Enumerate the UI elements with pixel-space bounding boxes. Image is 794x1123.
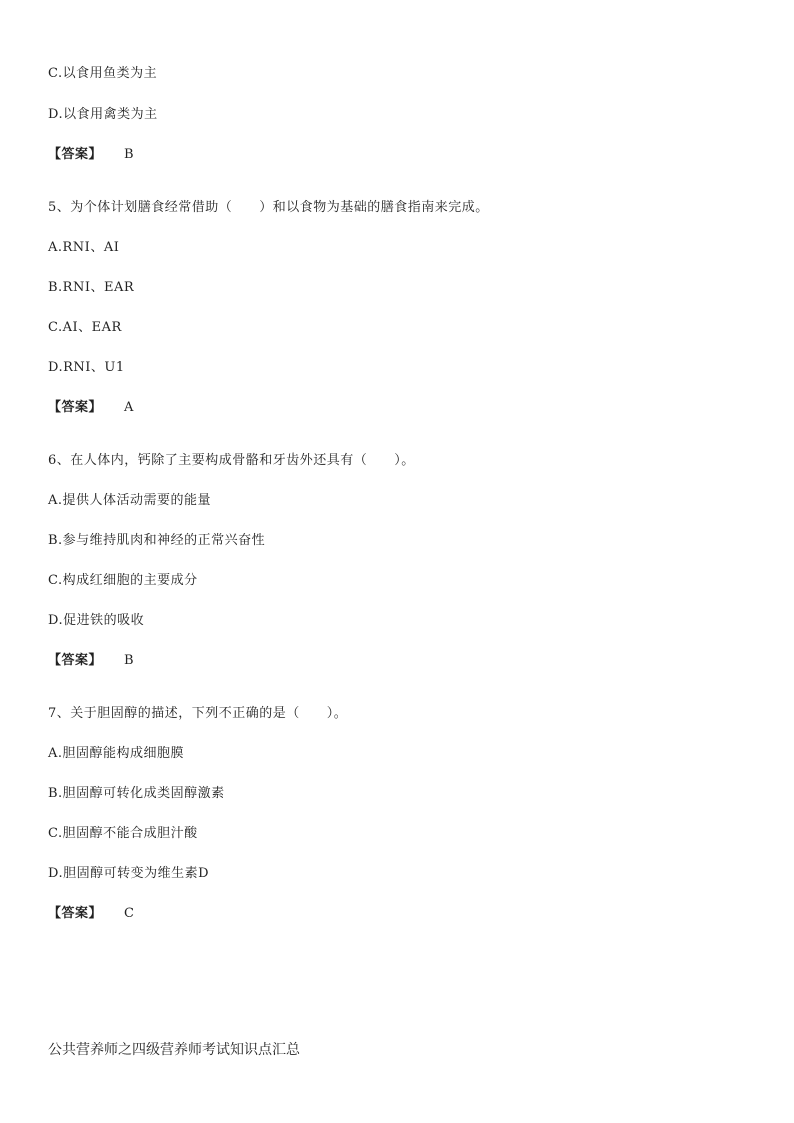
answer-label: 【答案】 — [48, 400, 103, 415]
option-q7-b: B.胆固醇可转化成类固醇激素 — [48, 786, 225, 801]
answer-label: 【答案】 — [48, 147, 103, 162]
answer-q6 — [48, 652, 134, 670]
option-q6-c: C.构成红细胞的主要成分 — [48, 573, 198, 588]
answer-label: 【答案】 — [48, 906, 103, 921]
answer-q4 — [48, 146, 134, 164]
option-q6-a: A.提供人体活动需要的能量 — [48, 493, 212, 508]
option-q7-d: D.胆固醇可转变为维生素D — [48, 866, 210, 881]
option-q5-b: B.RNI、EAR — [48, 280, 135, 295]
option-q7-a: A.胆固醇能构成细胞膜 — [48, 746, 185, 761]
answer-label: 【答案】 — [48, 653, 103, 668]
option-q5-a: A.RNI、AI — [48, 240, 120, 255]
option-q5-c: C.AI、EAR — [48, 320, 122, 335]
question-6: 6、在人体内，钙除了主要构成骨骼和牙齿外还具有（ ）。 — [48, 453, 415, 468]
answer-value: B — [124, 653, 135, 668]
answer-q7 — [48, 905, 134, 923]
answer-value: B — [124, 147, 135, 162]
answer-value: C — [124, 906, 135, 921]
question-7: 7、关于胆固醇的描述，下列不正确的是（ ）。 — [48, 706, 348, 721]
question-5: 5、为个体计划膳食经常借助（ ）和以食物为基础的膳食指南来完成。 — [48, 200, 489, 215]
answer-value: A — [124, 400, 134, 415]
page-footer-title: 公共营养师之四级营养师考试知识点汇总 — [48, 1042, 300, 1058]
option-q6-d: D.促进铁的吸收 — [48, 613, 145, 628]
answer-q5 — [48, 399, 134, 417]
option-q6-b: B.参与维持肌肉和神经的正常兴奋性 — [48, 533, 266, 548]
option-q4-c: C.以食用鱼类为主 — [48, 66, 158, 81]
option-q7-c: C.胆固醇不能合成胆汁酸 — [48, 826, 198, 841]
option-q5-d: D.RNI、U1 — [48, 360, 125, 375]
option-q4-d: D.以食用禽类为主 — [48, 107, 158, 122]
